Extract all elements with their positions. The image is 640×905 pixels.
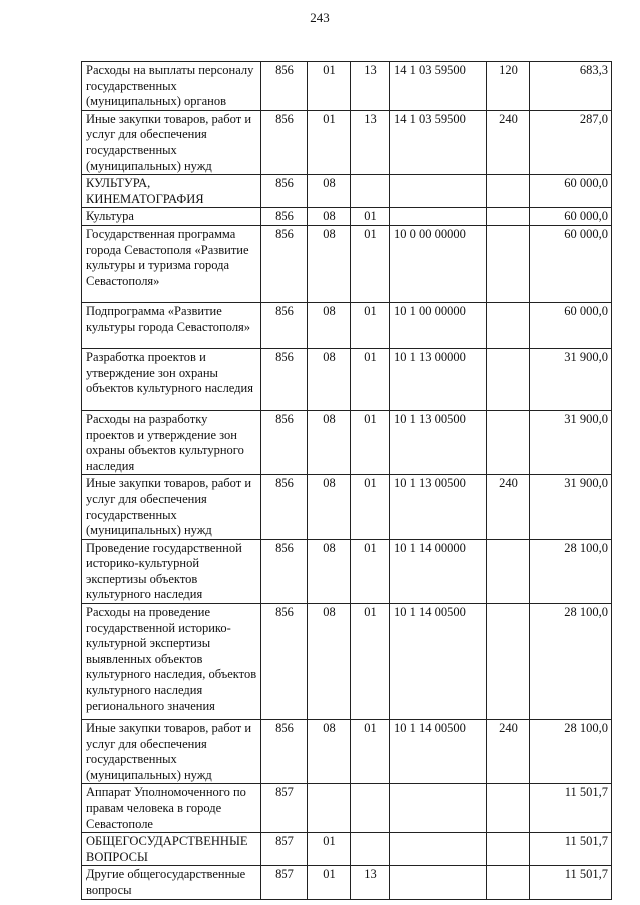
cell-target: 10 1 14 00000	[390, 539, 487, 603]
cell-name: Иные закупки товаров, работ и услуг для обеспечения государственных (муниципальных) нужд	[82, 720, 261, 784]
cell-exp-type	[487, 208, 530, 226]
cell-subsection: 13	[351, 866, 390, 899]
cell-section: 08	[308, 604, 351, 720]
cell-amount: 683,3	[530, 62, 612, 111]
cell-target: 10 1 14 00500	[390, 720, 487, 784]
cell-target	[390, 784, 487, 833]
cell-exp-type	[487, 539, 530, 603]
cell-name: Государственная программа города Севастополя «Развитие культуры и туризма города Севастополя»	[82, 225, 261, 302]
cell-section: 08	[308, 302, 351, 348]
cell-name: Расходы на выплаты персоналу государственных (муниципальных) органов	[82, 62, 261, 111]
cell-exp-type	[487, 410, 530, 474]
cell-name: Расходы на разработку проектов и утверждение зон охраны объектов культурного наследия	[82, 410, 261, 474]
cell-amount: 31 900,0	[530, 410, 612, 474]
cell-name: Другие общегосударственные вопросы	[82, 866, 261, 899]
cell-dept: 856	[261, 348, 308, 410]
cell-section: 08	[308, 410, 351, 474]
cell-dept: 856	[261, 225, 308, 302]
table-row	[82, 110, 612, 174]
cell-dept: 856	[261, 175, 308, 208]
cell-name: Расходы на проведение государственной историко-культурной экспертизы выявленных объектов культурного наследия, объектов культурного наследия регионального значения	[82, 604, 261, 720]
cell-name: Иные закупки товаров, работ и услуг для обеспечения государственных (муниципальных) нужд	[82, 475, 261, 539]
cell-amount: 28 100,0	[530, 720, 612, 784]
cell-name: КУЛЬТУРА, КИНЕМАТОГРАФИЯ	[82, 175, 261, 208]
cell-section	[308, 784, 351, 833]
cell-target	[390, 866, 487, 899]
table-row	[82, 410, 612, 474]
cell-subsection: 01	[351, 410, 390, 474]
cell-subsection: 01	[351, 475, 390, 539]
cell-dept: 857	[261, 784, 308, 833]
cell-name: Разработка проектов и утверждение зон охраны объектов культурного наследия	[82, 348, 261, 410]
cell-exp-type: 120	[487, 62, 530, 111]
cell-section: 01	[308, 866, 351, 899]
cell-name: Аппарат Уполномоченного по правам человека в городе Севастополе	[82, 784, 261, 833]
cell-subsection: 01	[351, 302, 390, 348]
cell-target: 10 1 00 00000	[390, 302, 487, 348]
cell-target: 10 1 13 00000	[390, 348, 487, 410]
cell-dept: 857	[261, 866, 308, 899]
cell-exp-type	[487, 348, 530, 410]
cell-subsection: 01	[351, 208, 390, 226]
cell-amount: 60 000,0	[530, 225, 612, 302]
cell-amount: 31 900,0	[530, 348, 612, 410]
cell-amount: 11 501,7	[530, 784, 612, 833]
cell-amount: 28 100,0	[530, 539, 612, 603]
cell-exp-type	[487, 225, 530, 302]
cell-section: 01	[308, 110, 351, 174]
cell-amount: 11 501,7	[530, 833, 612, 866]
cell-amount: 287,0	[530, 110, 612, 174]
cell-section: 08	[308, 475, 351, 539]
cell-exp-type	[487, 175, 530, 208]
table-row	[82, 225, 612, 302]
cell-amount: 11 501,7	[530, 866, 612, 899]
cell-section: 08	[308, 175, 351, 208]
cell-name: ОБЩЕГОСУДАРСТВЕННЫЕ ВОПРОСЫ	[82, 833, 261, 866]
cell-dept: 856	[261, 539, 308, 603]
cell-subsection: 01	[351, 348, 390, 410]
cell-exp-type: 240	[487, 720, 530, 784]
cell-name: Иные закупки товаров, работ и услуг для обеспечения государственных (муниципальных) нужд	[82, 110, 261, 174]
table-row	[82, 720, 612, 784]
cell-subsection: 01	[351, 604, 390, 720]
cell-target	[390, 175, 487, 208]
cell-target: 14 1 03 59500	[390, 110, 487, 174]
cell-exp-type	[487, 604, 530, 720]
table-row	[82, 175, 612, 208]
cell-section: 08	[308, 539, 351, 603]
cell-section: 08	[308, 720, 351, 784]
table-row	[82, 62, 612, 111]
cell-target	[390, 208, 487, 226]
cell-target	[390, 833, 487, 866]
cell-amount: 60 000,0	[530, 175, 612, 208]
cell-dept: 856	[261, 604, 308, 720]
cell-amount: 28 100,0	[530, 604, 612, 720]
cell-dept: 856	[261, 302, 308, 348]
cell-dept: 857	[261, 833, 308, 866]
cell-subsection	[351, 833, 390, 866]
table-row	[82, 784, 612, 833]
table-row	[82, 475, 612, 539]
table-row	[82, 833, 612, 866]
cell-section: 01	[308, 62, 351, 111]
cell-name: Культура	[82, 208, 261, 226]
table-row	[82, 302, 612, 348]
cell-name: Подпрограмма «Развитие культуры города Севастополя»	[82, 302, 261, 348]
table-row	[82, 604, 612, 720]
cell-dept: 856	[261, 475, 308, 539]
table-row	[82, 866, 612, 899]
table-row	[82, 348, 612, 410]
cell-amount: 31 900,0	[530, 475, 612, 539]
cell-target: 10 1 13 00500	[390, 410, 487, 474]
cell-exp-type: 240	[487, 475, 530, 539]
cell-subsection: 01	[351, 720, 390, 784]
page-number: 243	[310, 10, 330, 25]
table-row	[82, 539, 612, 603]
cell-section: 01	[308, 833, 351, 866]
cell-dept: 856	[261, 410, 308, 474]
cell-section: 08	[308, 348, 351, 410]
cell-dept: 856	[261, 110, 308, 174]
table-row	[82, 208, 612, 226]
cell-subsection: 13	[351, 62, 390, 111]
cell-subsection: 01	[351, 539, 390, 603]
cell-subsection	[351, 175, 390, 208]
cell-exp-type	[487, 866, 530, 899]
cell-exp-type	[487, 784, 530, 833]
cell-dept: 856	[261, 62, 308, 111]
cell-name: Проведение государственной историко-культурной экспертизы объектов культурного наследия	[82, 539, 261, 603]
cell-dept: 856	[261, 720, 308, 784]
table-body	[82, 62, 612, 900]
cell-amount: 60 000,0	[530, 302, 612, 348]
cell-exp-type	[487, 833, 530, 866]
cell-section: 08	[308, 208, 351, 226]
cell-subsection	[351, 784, 390, 833]
cell-target: 10 1 14 00500	[390, 604, 487, 720]
cell-section: 08	[308, 225, 351, 302]
cell-target: 14 1 03 59500	[390, 62, 487, 111]
cell-dept: 856	[261, 208, 308, 226]
budget-table	[81, 61, 612, 900]
cell-exp-type: 240	[487, 110, 530, 174]
cell-subsection: 01	[351, 225, 390, 302]
cell-target: 10 0 00 00000	[390, 225, 487, 302]
cell-subsection: 13	[351, 110, 390, 174]
cell-exp-type	[487, 302, 530, 348]
cell-amount: 60 000,0	[530, 208, 612, 226]
cell-target: 10 1 13 00500	[390, 475, 487, 539]
